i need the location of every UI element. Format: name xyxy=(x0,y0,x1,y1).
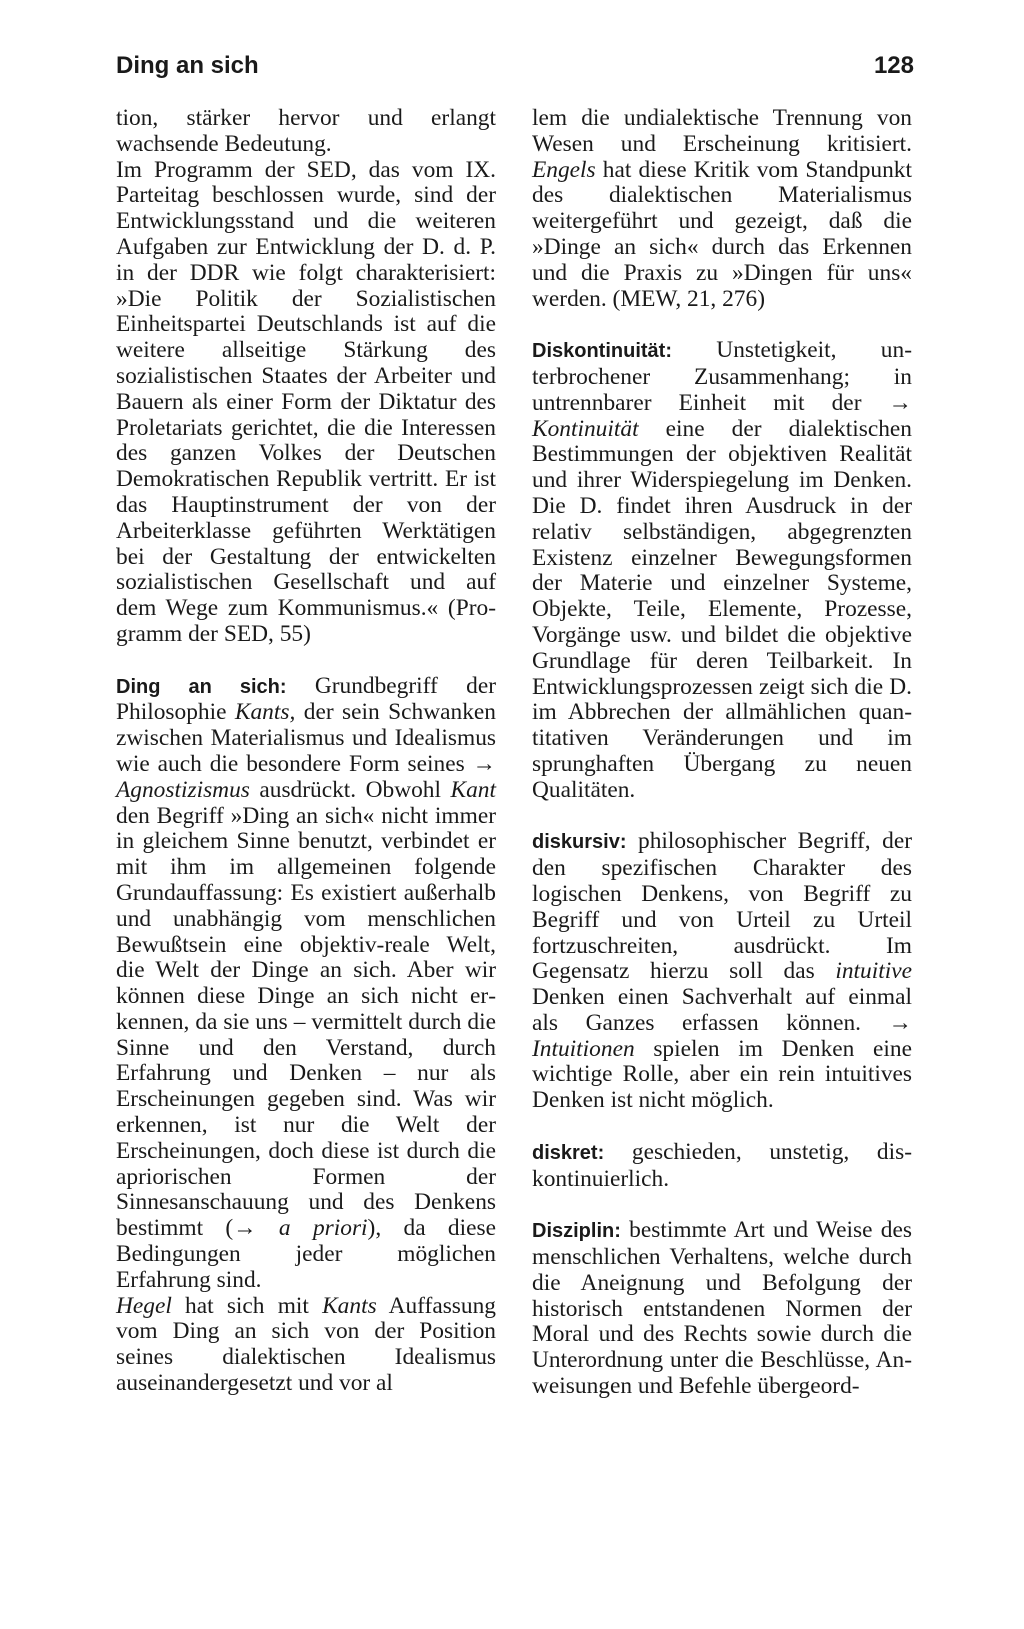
cross-reference: Kant xyxy=(450,776,496,803)
entry-text: Auffassung vom Ding an sich von der Position seines dialektischen Idealismus auseinandergesetzt und vor al xyxy=(116,1292,496,1397)
entry-text: der sein Schwanken zwischen Materialismus und Idealismus wie auch die besondere Form seines xyxy=(116,699,496,777)
entry-text: Grundbegriff der Philosophie xyxy=(116,672,496,726)
entry-term: diskret: xyxy=(532,1141,605,1164)
cross-reference: Kants xyxy=(322,1292,377,1319)
running-head: Ding an sich xyxy=(116,52,259,79)
right-column xyxy=(532,106,912,1400)
cross-reference: Engels xyxy=(532,156,596,183)
page-number: 128 xyxy=(873,52,914,79)
cross-reference: Kants, xyxy=(234,699,296,726)
entry-diskursiv xyxy=(532,829,912,1114)
entry-disziplin xyxy=(532,1218,912,1400)
continuation-paragraph: tion, stärker hervor und erlangt wachsende Bedeutung. xyxy=(116,105,496,157)
arrow-icon: → xyxy=(888,1009,912,1036)
entry-diskret xyxy=(532,1140,912,1193)
continuation-paragraph xyxy=(532,106,912,312)
arrow-icon: → xyxy=(888,389,912,416)
entry-text: ausdrückt. Obwohl xyxy=(249,776,451,803)
entry-term: Diskontinuität: xyxy=(532,340,672,363)
entry-text: hat diese Kritik vom Standpunkt des dialektischen Materialismus weitergeführt und gezeigt, daß die »Dinge an sich« durch das Erkennen und die Praxis zu »Dingen für uns« werden. (MEW, 21, 276) xyxy=(532,156,912,312)
cross-reference: Hegel xyxy=(116,1292,172,1319)
entry-text: lem die undialektische Trennung von Wesen und Erscheinung kritisiert. xyxy=(532,105,912,157)
entry-term: Disziplin: xyxy=(532,1220,621,1243)
entry-text: hat sich mit xyxy=(171,1292,323,1319)
cross-reference: intuitive xyxy=(835,958,912,985)
entry-term: Ding an sich: xyxy=(116,675,287,698)
cross-reference-link[interactable]: Agnostizismus xyxy=(116,776,250,803)
entry-text: den Begriff »Ding an sich« nicht immer in gleichem Sinne benutzt, verbindet er mit ihm im allgemeinen folgende Grundauffassung: Es existiert außerhalb und unabhängig vom menschlichen Bewußtsein eine objektiv-reale Welt, die Welt der Dinge an sich. Aber wir können diese Dinge an sich nicht erkennen, da sie uns – vermittelt durch die Sinne und den Verstand, durch Erfahrung und Denken – nur als Erscheinungen gegeben sind. Was wir erkennen, ist nur die Welt der Erscheinungen, doch diese ist durch die apriorischen Formen der Sinnesanschauung und des Denkens bestimmt ( xyxy=(116,802,496,1242)
entry-text: eine der dialektischen Bestimmungen der objektiven Realität und ihrer Widerspiegelung im Denken. Die D. findet ihren Ausdruck in der relativ selbständigen, abgegrenzten Existenz einzelner Bewegungsformen der Materie und einzelner Systeme, Objekte, Teile, Elemente, Prozesse, Vorgänge usw. und bildet die objektive Grundlage für deren Teilbarkeit. In Entwicklungsprozessen zeigt sich die D. im Abbrechen der allmählichen quantitativen Veränderungen und im sprunghaften Übergang zu neuen Qualitäten. xyxy=(532,415,912,803)
arrow-icon: → xyxy=(472,750,496,777)
entry-diskontinuitaet xyxy=(532,338,912,803)
arrow-icon: → xyxy=(233,1215,279,1242)
entry-text: philosophischer Begriff, der den spezifischen Charakter des logischen Denkens, von Begriff zu Begriff und von Urteil zu Urteil fortzuschreiten, ausdrückt. Im Gegensatz hierzu soll das xyxy=(532,828,912,985)
entry-text: ), da diese Bedingungen jeder möglichen Erfahrung sind. xyxy=(116,1215,496,1293)
cross-reference-link[interactable]: Intuitionen xyxy=(532,1035,635,1062)
sed-program-paragraph: Im Programm der SED, das vom IX. Parteitag beschlossen wurde, sind der Entwicklungsstand und die weiteren Aufgaben zur Entwicklung der D. d. P. in der DDR wie folgt charakterisiert: »Die Politik der Sozialistischen Einheitspartei Deutschlands ist auf die weitere allseitige Stärkung des sozialistischen Staates der Arbeiter und Bauern als einer Form der Diktatur des Proletariats gerichtet, die die Interessen des ganzen Volkes der Deutschen Demokratischen Republik vertritt. Er ist das Hauptinstrument der von der Arbeiterklasse geführten Werktätigen bei der Gestaltung der entwickelten sozialistischen Gesellschaft und auf dem Wege zum Kommunismus.« (Programm der SED, 55) xyxy=(116,156,496,647)
hegel-paragraph xyxy=(116,1294,496,1397)
entry-text: Denken einen Sachverhalt auf einmal als Ganzes erfassen können. xyxy=(532,984,912,1036)
left-column xyxy=(116,106,496,1397)
entry-text: geschieden, unstetig, diskontinuierlich. xyxy=(532,1138,912,1192)
entry-ding-an-sich xyxy=(116,674,496,1294)
cross-reference-link[interactable]: a priori xyxy=(278,1215,368,1242)
entry-text: Unstetigkeit, unterbrochener Zusammenhang; in untrennbarer Einheit mit der xyxy=(532,337,912,416)
entry-text: bestimmte Art und Weise des menschlichen Verhaltens, welche durch die Aneignung und Befolgung der historisch entstandenen Normen der Moral und des Rechts sowie durch die Unterordnung unter die Beschlüsse, Anweisungen und Befehle übergeord- xyxy=(532,1217,912,1400)
entry-text: spielen im Denken eine wichtige Rolle, aber ein rein intuitives Denken ist nicht möglich. xyxy=(532,1035,912,1114)
entry-term: diskursiv: xyxy=(532,831,627,854)
cross-reference-link[interactable]: Kontinuität xyxy=(532,415,639,442)
